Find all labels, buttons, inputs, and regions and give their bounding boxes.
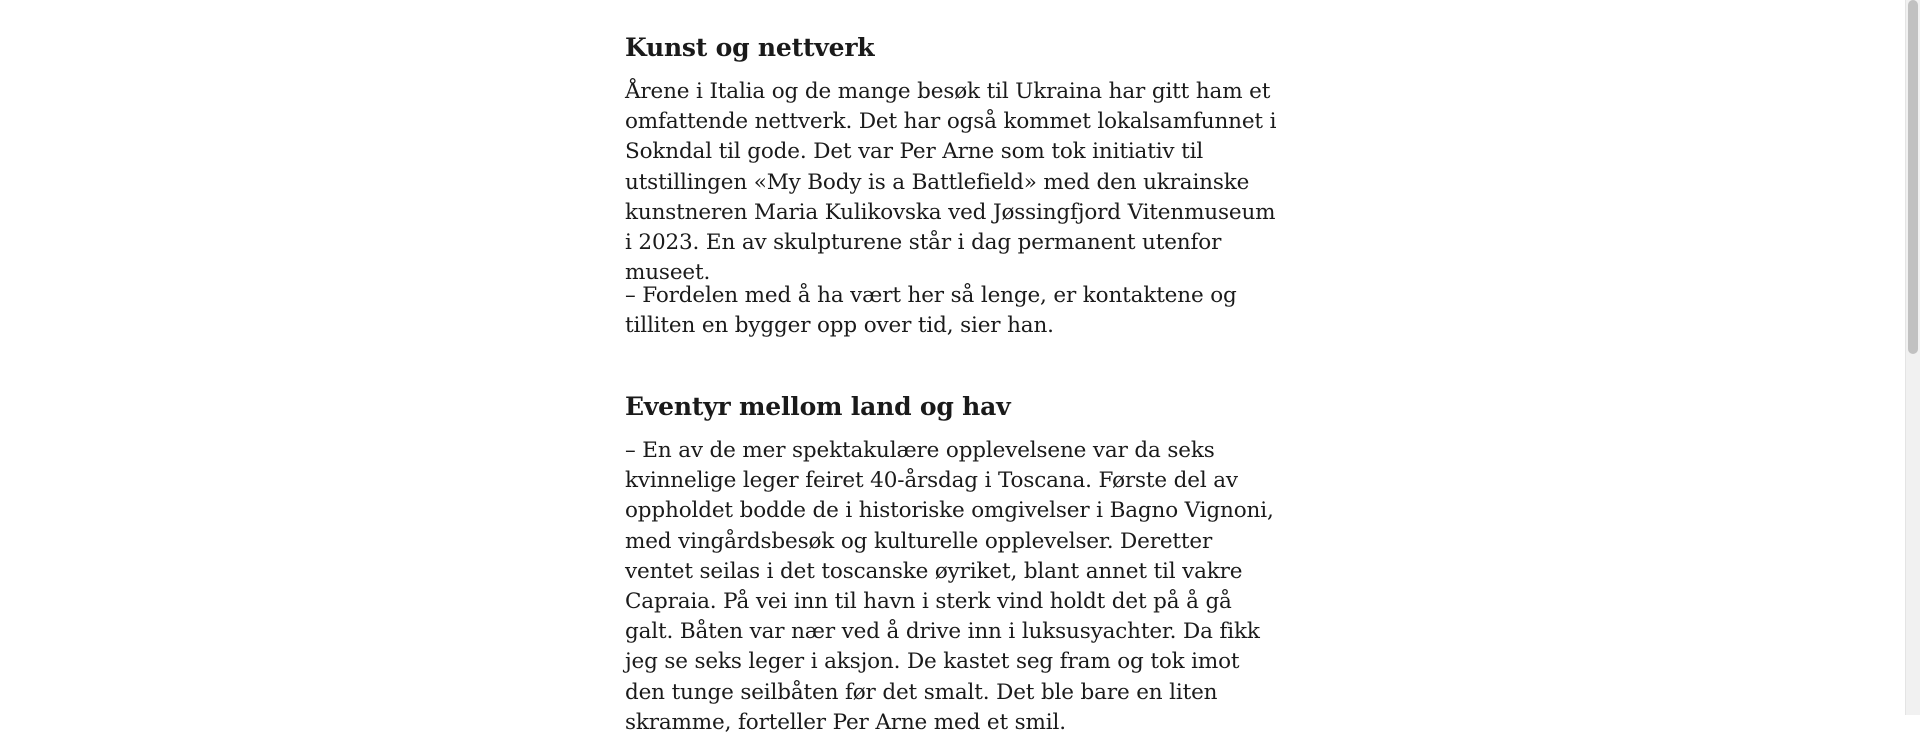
article-quote-paragraph: – Fordelen med å ha vært her så lenge, er kontaktene og tilliten en bygger opp over tid, sier han. [625,283,1237,339]
article-paragraph: – En av de mer spektakulære opplevelsene var da seks kvinnelige leger feiret 40-årsdag i Toscana. Første del av oppholdet bodde de i historiske omgivelser i Bagno Vignoni, med vingårdsbesøk og kulturelle opplevelser. Deretter ventet seilas i det toscanske øyriket, blant annet til vakre Capraia. På vei inn til havn i sterk vind holdt det på å gå galt. Båten var nær ved å drive inn i luksusyachter. Da fikk jeg se seks leger i aksjon. De kastet seg fram og tok imot den tunge seilbåten før det smalt. Det ble bare en liten skramme, forteller Per Arne med et smil. [625,438,1274,735]
article-paragraph: Årene i Italia og de mange besøk til Ukraina har gitt ham et omfattende nettverk. Det har også kommet lokalsamfunnet i Sokndal til gode. Det var Per Arne som tok initiativ til utstillingen «My Body is a Battlefield» med den ukrainske kunstneren Maria Kulikovska ved Jøssingfjord Vitenmuseum i 2023. En av skulpturene står i dag permanent utenfor museet. [625,79,1277,286]
section-heading-kunst-og-nettverk: Kunst og nettverk [625,33,875,62]
scrollbar-thumb[interactable] [1908,0,1918,354]
vertical-scrollbar[interactable] [1905,0,1920,715]
section-heading-eventyr-mellom-land-og-hav: Eventyr mellom land og hav [625,392,1011,421]
